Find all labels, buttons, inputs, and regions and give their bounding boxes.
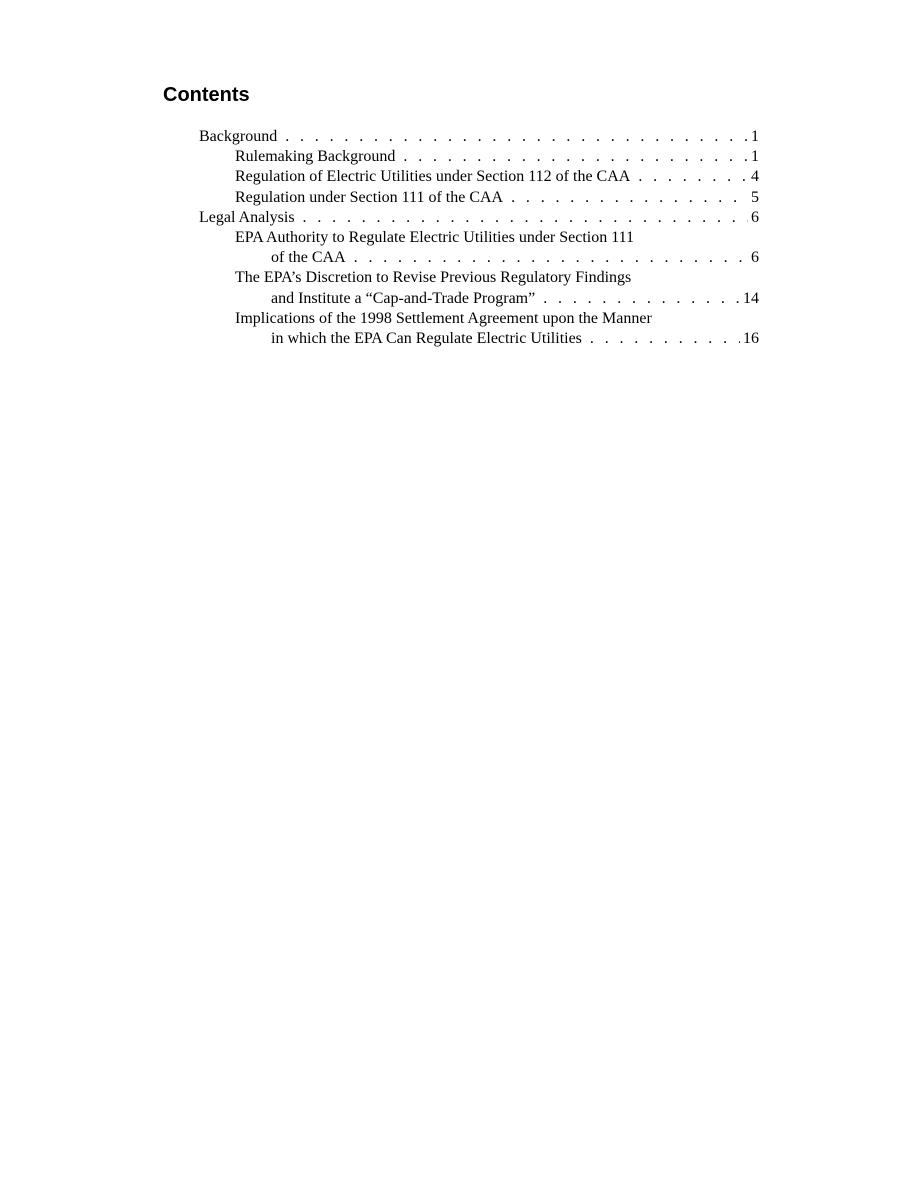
toc-page-number: 4 (751, 168, 759, 186)
toc-entry-epa-discretion[interactable] (199, 268, 759, 308)
toc-entry-title: Background (199, 128, 278, 145)
toc-page-number: 16 (743, 330, 759, 348)
toc-page-number: 6 (751, 249, 759, 267)
toc-entry-title: Regulation under Section 111 of the CAA (235, 188, 504, 206)
dot-leader (303, 208, 748, 228)
dot-leader (511, 188, 748, 208)
dot-leader (403, 147, 748, 167)
toc-entry-title: Implications of the 1998 Settlement Agreement upon the Manner (235, 309, 652, 327)
table-of-contents (199, 127, 759, 349)
toc-entry-title: Rulemaking Background (235, 148, 396, 166)
dot-leader (354, 248, 748, 268)
page-title: Contents (163, 84, 250, 106)
toc-page-number: 6 (751, 208, 759, 226)
toc-entry-title-continuation: and Institute a “Cap-and-Trade Program” (271, 289, 536, 307)
dot-leader (543, 289, 740, 309)
toc-entry-title-continuation: of the CAA (271, 249, 346, 267)
dot-leader (590, 329, 740, 349)
dot-leader (285, 127, 748, 147)
toc-page-number: 5 (751, 188, 759, 206)
toc-entry-legal-analysis[interactable] (199, 208, 759, 228)
toc-entry-title: EPA Authority to Regulate Electric Utilities under Section 111 (235, 229, 635, 247)
toc-entry-epa-authority[interactable] (199, 228, 759, 268)
toc-page-number: 14 (743, 289, 759, 307)
toc-entry-regulation-section-111[interactable] (199, 188, 759, 208)
toc-entry-settlement-implications[interactable] (199, 309, 759, 349)
toc-entry-title-continuation: in which the EPA Can Regulate Electric Utilities (271, 330, 582, 348)
toc-entry-title: Regulation of Electric Utilities under Section 112 of the CAA (235, 168, 631, 186)
toc-entry-title: Legal Analysis (199, 208, 295, 226)
dot-leader (638, 167, 748, 187)
toc-page-number: 1 (751, 148, 759, 166)
toc-entry-background[interactable] (199, 127, 759, 147)
toc-entry-rulemaking-background[interactable] (199, 147, 759, 167)
toc-page-number: 1 (751, 128, 759, 145)
toc-entry-title: The EPA’s Discretion to Revise Previous Regulatory Findings (235, 269, 632, 287)
toc-entry-regulation-section-112[interactable] (199, 167, 759, 187)
